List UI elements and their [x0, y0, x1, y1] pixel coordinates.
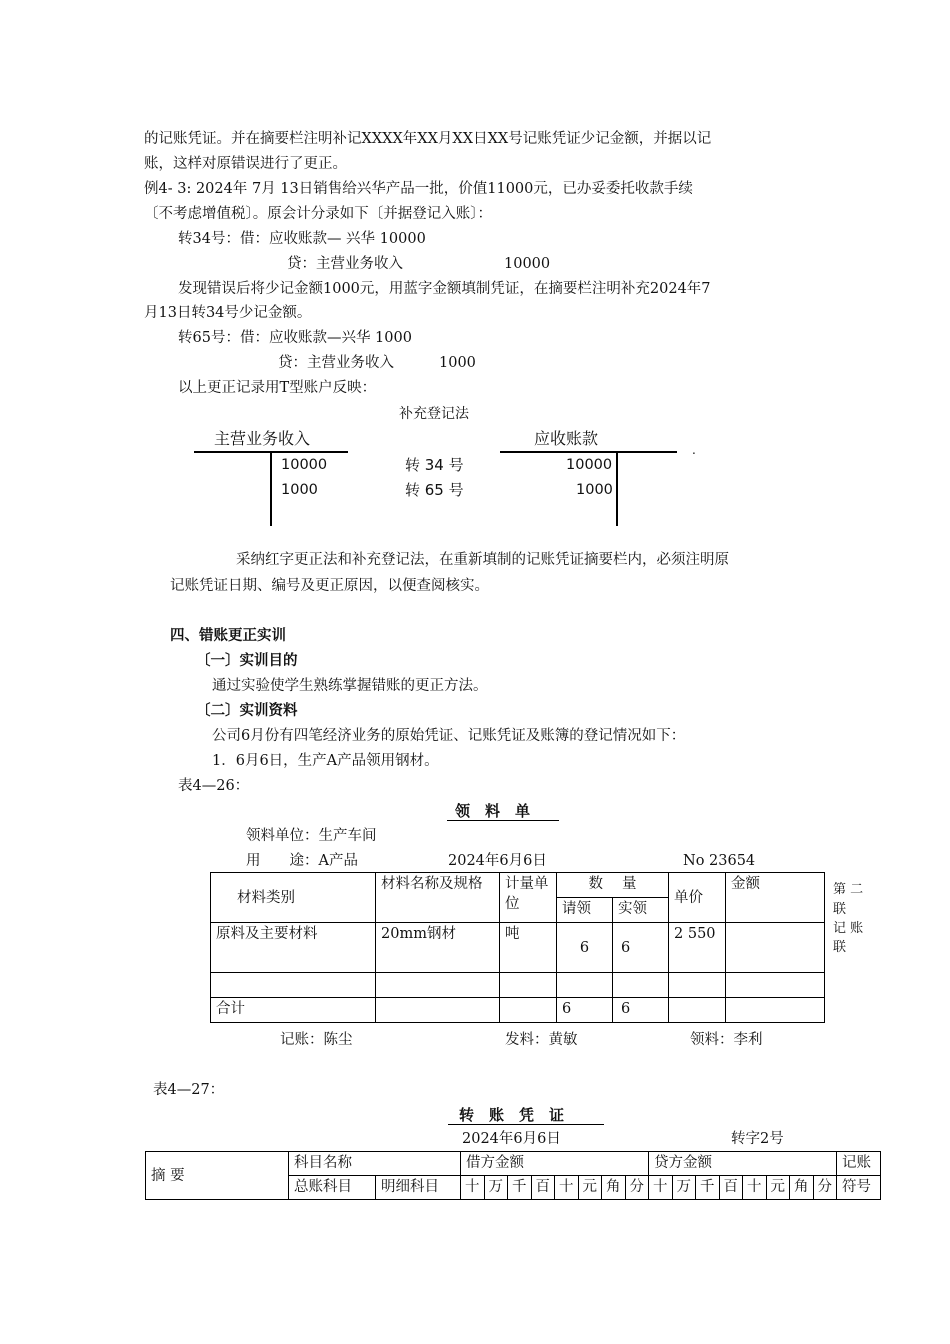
row1-unit: 吨	[500, 923, 557, 973]
total-requested: 6	[557, 998, 613, 1023]
table-row	[211, 973, 825, 998]
voucher-table	[145, 1151, 881, 1200]
voucher-mark-header-1: 记账	[837, 1152, 881, 1176]
right-account-name: 应收账款	[534, 429, 599, 448]
header-category: 材料类别	[211, 873, 376, 923]
subsection-2-text: 公司6月份有四笔经济业务的原始凭证、记账凭证及账簿的登记情况如下：	[212, 728, 686, 744]
voucher-title: 转 账 凭 证	[459, 1106, 565, 1124]
left-value-1: 10000	[281, 457, 328, 473]
credit-digit-qian: 千	[696, 1176, 720, 1200]
subsection-1-text: 通过实验使学生熟练掌握错账的更正方法。	[212, 678, 488, 694]
entry1-debit: 转34号：借：应收账款— 兴华 10000	[178, 231, 426, 247]
left-account-name: 主营业务收入	[214, 429, 311, 448]
example-line-2: 〔不考虑增值税〕。原会计分录如下〔并据登记入账〕：	[144, 206, 492, 222]
header-amount: 金额	[726, 873, 825, 923]
summary-line-1: 采纳红字更正法和补充登记法，在重新填制的记账凭证摘要栏内，必须注明原	[236, 552, 729, 568]
issuer: 发料：黄敏	[505, 1032, 578, 1048]
credit-digit-wan: 万	[672, 1176, 696, 1200]
voucher-detail-subject: 明细科目	[376, 1176, 461, 1200]
total-amount	[726, 998, 825, 1023]
debit-digit-shi-wan: 十	[461, 1176, 485, 1200]
credit-digit-fen: 分	[813, 1176, 837, 1200]
right-account-divider	[616, 451, 618, 526]
bookkeeper: 记账：陈尘	[280, 1032, 353, 1048]
voucher-credit-header: 贷方金额	[649, 1152, 837, 1176]
row2-price	[669, 973, 726, 998]
summary-line-2: 记账凭证日期、编号及更正原因，以便查阅核实。	[170, 578, 489, 594]
requisition-unit: 领料单位：生产车间	[246, 828, 377, 844]
voucher-mark-header-2: 符号	[837, 1176, 881, 1200]
requisition-title: 领 料 单	[455, 802, 531, 820]
requisition-title-underline	[447, 820, 559, 821]
requisition-number: No 23654	[683, 853, 756, 869]
row1-name: 20mm钢材	[376, 923, 500, 973]
middle-label-1: 转 34 号	[405, 456, 464, 474]
total-actual: 6	[613, 998, 669, 1023]
credit-digit-shi-wan: 十	[649, 1176, 673, 1200]
right-value-1: 10000	[566, 457, 613, 473]
total-label: 合计	[211, 998, 376, 1023]
total-name	[376, 998, 500, 1023]
copy-note-4: 联	[833, 940, 847, 955]
debit-digit-fen: 分	[625, 1176, 649, 1200]
entry2-debit: 转65号：借：应收账款—兴华 1000	[178, 330, 412, 346]
example-line-1: 例4- 3: 2024年 7月 13日销售给兴华产品一批，价值11000元，已办妥委托收款手续	[144, 181, 693, 197]
row1-actual: 6	[613, 923, 669, 973]
copy-note-2: 联	[833, 902, 847, 917]
credit-digit-shi: 十	[743, 1176, 767, 1200]
entry1-credit: 贷：主营业务收入	[287, 256, 403, 272]
debit-digit-wan: 万	[484, 1176, 508, 1200]
copy-note-3: 记 账	[833, 921, 864, 936]
row1-requested: 6	[557, 923, 613, 973]
header-actual: 实领	[613, 898, 669, 923]
debit-digit-shi: 十	[555, 1176, 579, 1200]
header-unit: 计量单位	[500, 873, 557, 923]
table-row	[211, 923, 825, 973]
row1-amount	[726, 923, 825, 973]
voucher-title-underline	[448, 1124, 604, 1125]
header-requested: 请领	[557, 898, 613, 923]
header-quantity: 数 量	[557, 873, 669, 898]
row2-unit	[500, 973, 557, 998]
left-account-divider	[270, 451, 272, 526]
debit-digit-yuan: 元	[578, 1176, 602, 1200]
intro-line-1: 的记账凭证。并在摘要栏注明补记XXXX年XX月XX日XX号记账凭证少记金额，并据以记	[144, 131, 712, 147]
voucher-number: 转字2号	[731, 1131, 784, 1147]
total-price	[669, 998, 726, 1023]
right-account-top-line	[500, 451, 677, 453]
requisition-purpose: 用 途：A产品	[246, 853, 358, 869]
section-heading: 四、错账更正实训	[170, 628, 286, 644]
found-line-1: 发现错误后将少记金额1000元，用蓝字金额填制凭证，在摘要栏注明补充2024年7	[178, 281, 711, 297]
subsection-2-heading: 〔二〕实训资料	[196, 703, 298, 719]
voucher-date: 2024年6月6日	[462, 1131, 561, 1147]
left-value-2: 1000	[281, 482, 318, 498]
row2-name	[376, 973, 500, 998]
subsection-1-heading: 〔一〕实训目的	[196, 653, 298, 669]
found-line-2: 月13日转34号少记金额。	[144, 305, 312, 321]
t-accounts-title: 补充登记法	[399, 406, 469, 422]
voucher-subject-header: 科目名称	[289, 1152, 461, 1176]
t-dot: .	[692, 443, 696, 457]
header-name: 材料名称及规格	[376, 873, 500, 923]
table-row	[211, 998, 825, 1023]
intro-line-2: 账，这样对原错误进行了更正。	[144, 156, 347, 172]
t-accounts-intro: 以上更正记录用T型账户反映：	[178, 380, 377, 396]
right-value-2: 1000	[576, 482, 613, 498]
table-label-26: 表4—26：	[178, 778, 250, 794]
requisition-table	[210, 872, 825, 1023]
middle-label-2: 转 65 号	[405, 481, 464, 499]
entry2-credit-amount: 1000	[439, 355, 476, 371]
entry1-credit-amount: 10000	[504, 256, 551, 272]
debit-digit-jiao: 角	[602, 1176, 626, 1200]
row2-amount	[726, 973, 825, 998]
table-label-27: 表4—27：	[153, 1082, 225, 1098]
receiver: 领料：李利	[690, 1032, 763, 1048]
credit-digit-jiao: 角	[790, 1176, 814, 1200]
row2-actual	[613, 973, 669, 998]
voucher-summary-header: 摘 要	[146, 1152, 289, 1200]
voucher-debit-header: 借方金额	[461, 1152, 649, 1176]
row2-requested	[557, 973, 613, 998]
row1-price: 2 550	[669, 923, 726, 973]
debit-digit-qian: 千	[508, 1176, 532, 1200]
copy-note-1: 第 二	[833, 882, 864, 897]
row2-category	[211, 973, 376, 998]
debit-digit-bai: 百	[531, 1176, 555, 1200]
total-unit	[500, 998, 557, 1023]
entry2-credit: 贷：主营业务收入	[278, 355, 394, 371]
voucher-general-subject: 总账科目	[289, 1176, 376, 1200]
credit-digit-bai: 百	[719, 1176, 743, 1200]
requisition-date: 2024年6月6日	[448, 853, 547, 869]
row1-category: 原料及主要材料	[211, 923, 376, 973]
item-1: 1．6月6日，生产A产品领用钢材。	[212, 753, 439, 769]
credit-digit-yuan: 元	[766, 1176, 790, 1200]
header-price: 单价	[669, 873, 726, 923]
